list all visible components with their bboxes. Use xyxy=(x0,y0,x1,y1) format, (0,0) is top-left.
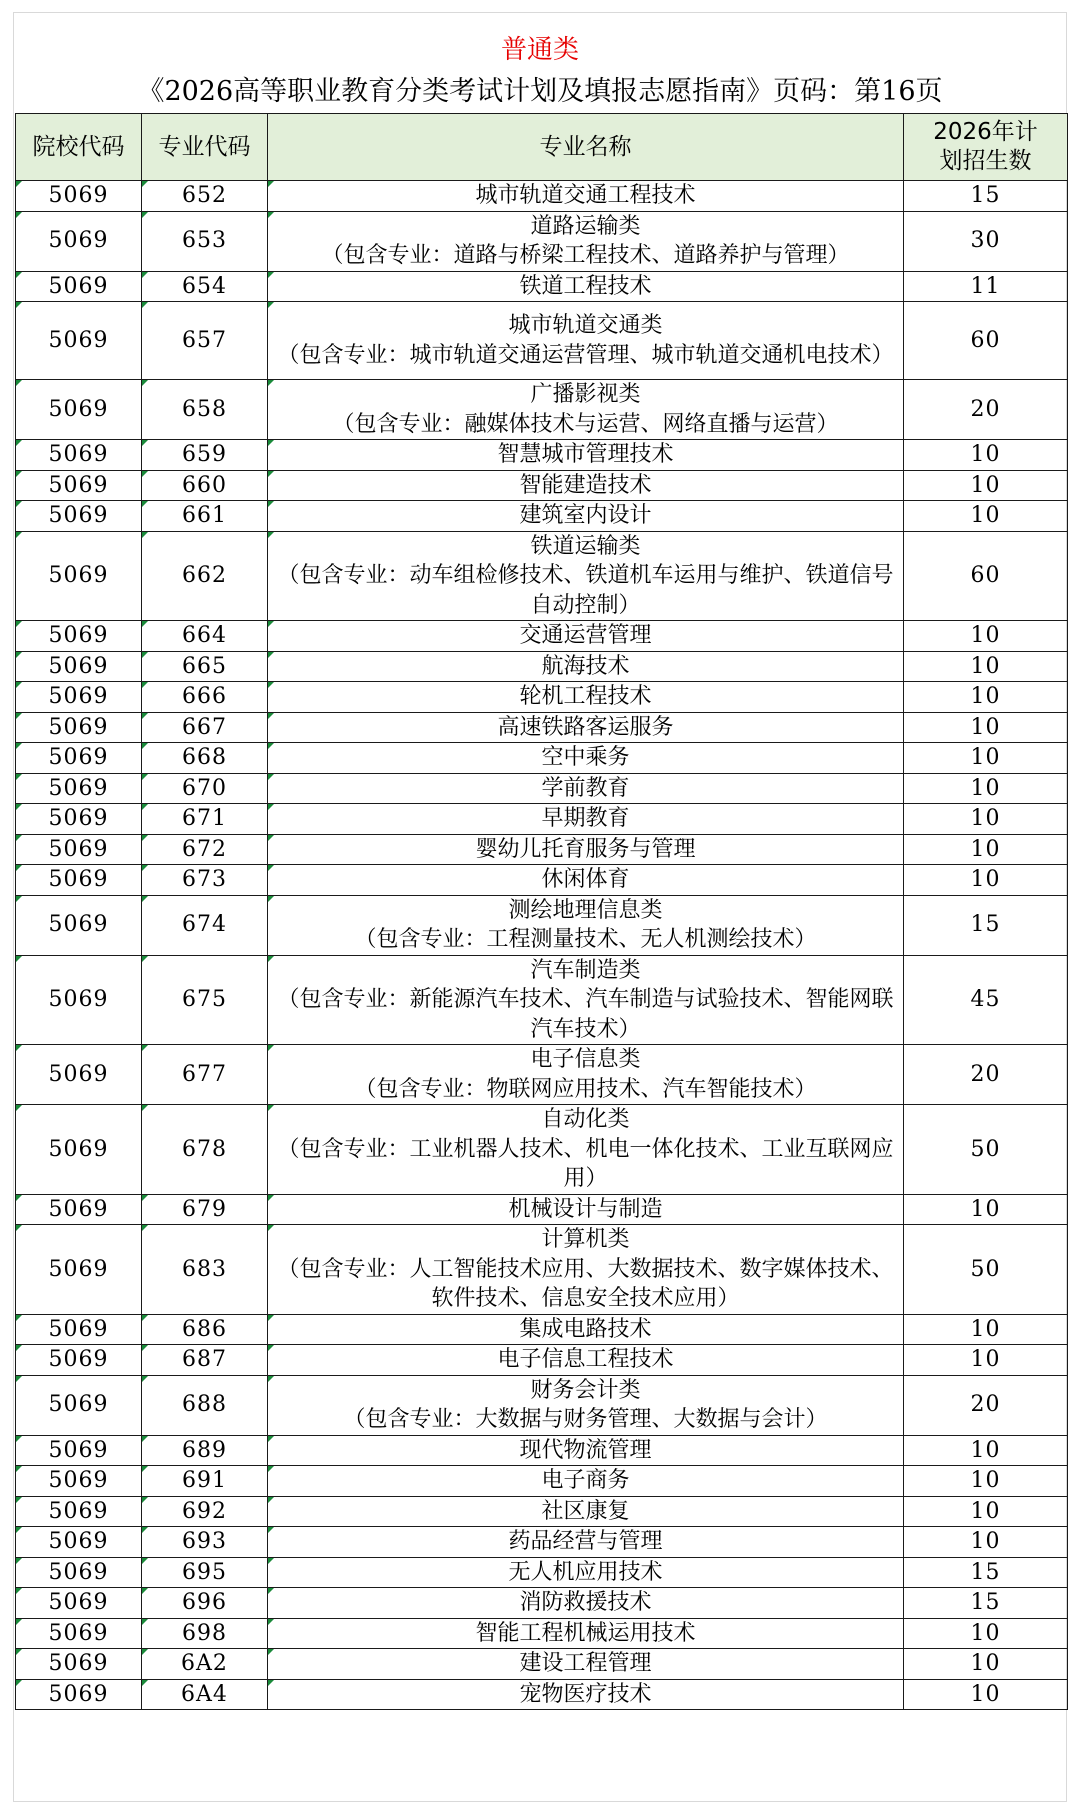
major-code-cell: 679 xyxy=(142,1194,268,1225)
plan-count-cell: 10 xyxy=(904,865,1068,896)
school-code-cell: 5069 xyxy=(16,1345,142,1376)
plan-count-cell: 45 xyxy=(904,955,1068,1045)
table-row xyxy=(16,682,1068,713)
major-name: 航海技术 xyxy=(541,653,630,679)
school-code-cell: 5069 xyxy=(16,1527,142,1558)
school-code-cell: 5069 xyxy=(16,501,142,532)
school-code-cell: 5069 xyxy=(16,181,142,212)
major-code-cell: 691 xyxy=(142,1466,268,1497)
major-name: 智慧城市管理技术 xyxy=(497,442,674,467)
major-code-cell: 693 xyxy=(142,1527,268,1558)
major-code-cell: 674 xyxy=(142,895,268,955)
school-code-cell: 5069 xyxy=(16,1649,142,1680)
major-name: 轮机工程技术 xyxy=(519,684,652,709)
column-header-school-code: 院校代码 xyxy=(16,114,142,181)
major-name-cell xyxy=(268,1345,904,1376)
plan-count-cell: 30 xyxy=(904,211,1068,271)
plan-count-cell: 10 xyxy=(904,1345,1068,1376)
table-row xyxy=(16,1435,1068,1466)
school-code-cell: 5069 xyxy=(16,302,142,380)
major-name: 宠物医疗技术 xyxy=(519,1681,652,1707)
major-code-cell: 658 xyxy=(142,380,268,440)
major-name-cell xyxy=(268,773,904,804)
major-name-cell xyxy=(268,271,904,302)
school-code-cell: 5069 xyxy=(16,1466,142,1497)
major-name-cell xyxy=(268,501,904,532)
major-name-cell xyxy=(268,955,904,1045)
plan-count-cell: 10 xyxy=(904,1527,1068,1558)
plan-count-cell: 10 xyxy=(904,501,1068,532)
plan-count-cell: 10 xyxy=(904,712,1068,743)
table-row xyxy=(16,1527,1068,1558)
table-row xyxy=(16,1588,1068,1619)
table-row xyxy=(16,804,1068,835)
enrollment-table xyxy=(15,113,1068,1710)
major-code-cell: 659 xyxy=(142,440,268,471)
table-row xyxy=(16,651,1068,682)
column-header-major-code: 专业代码 xyxy=(142,114,268,181)
major-name-cell xyxy=(268,712,904,743)
school-code-cell: 5069 xyxy=(16,743,142,774)
major-code-cell: 671 xyxy=(142,804,268,835)
included-majors: （包含专业：城市轨道交通运营管理、城市轨道交通机电技术） xyxy=(277,342,894,368)
major-code-cell: 667 xyxy=(142,712,268,743)
school-code-cell: 5069 xyxy=(16,440,142,471)
major-code-cell: 660 xyxy=(142,470,268,501)
plan-count-cell: 10 xyxy=(904,773,1068,804)
major-name: 休闲体育 xyxy=(541,867,630,892)
table-row xyxy=(16,1496,1068,1527)
plan-count-cell: 10 xyxy=(904,440,1068,471)
major-name: 药品经营与管理 xyxy=(508,1529,663,1554)
school-code-cell: 5069 xyxy=(16,1588,142,1619)
major-code-cell: 696 xyxy=(142,1588,268,1619)
school-code-cell: 5069 xyxy=(16,1496,142,1527)
included-majors: （包含专业：工程测量技术、无人机测绘技术） xyxy=(354,927,817,952)
major-name: 婴幼儿托育服务与管理 xyxy=(475,836,696,862)
table-row xyxy=(16,773,1068,804)
major-code-cell: 664 xyxy=(142,621,268,652)
plan-count-cell: 60 xyxy=(904,302,1068,380)
plan-count-cell: 10 xyxy=(904,621,1068,652)
table-row xyxy=(16,181,1068,212)
major-code-cell: 673 xyxy=(142,865,268,896)
table-row xyxy=(16,380,1068,440)
major-name: 计算机类 xyxy=(541,1227,630,1252)
major-name-cell xyxy=(268,834,904,865)
school-code-cell: 5069 xyxy=(16,1194,142,1225)
major-name-cell xyxy=(268,682,904,713)
school-code-cell: 5069 xyxy=(16,470,142,501)
table-row xyxy=(16,743,1068,774)
plan-count-cell: 50 xyxy=(904,1225,1068,1315)
major-name: 建设工程管理 xyxy=(519,1651,652,1676)
school-code-cell: 5069 xyxy=(16,211,142,271)
major-code-cell: 677 xyxy=(142,1045,268,1105)
major-code-cell: 698 xyxy=(142,1618,268,1649)
school-code-cell: 5069 xyxy=(16,834,142,865)
major-name-cell xyxy=(268,1557,904,1588)
major-name-cell xyxy=(268,1496,904,1527)
major-name-cell xyxy=(268,181,904,212)
major-name-cell xyxy=(268,1466,904,1497)
major-name: 建筑室内设计 xyxy=(519,503,652,528)
table-row xyxy=(16,1225,1068,1315)
school-code-cell: 5069 xyxy=(16,1045,142,1105)
plan-count-cell: 10 xyxy=(904,1649,1068,1680)
major-name-cell xyxy=(268,470,904,501)
school-code-cell: 5069 xyxy=(16,651,142,682)
major-name-cell xyxy=(268,1527,904,1558)
major-name: 道路运输类 xyxy=(530,213,641,239)
plan-count-cell: 15 xyxy=(904,181,1068,212)
major-code-cell: 657 xyxy=(142,302,268,380)
plan-count-cell: 10 xyxy=(904,804,1068,835)
column-header-plan-count xyxy=(904,114,1068,181)
major-name: 交通运营管理 xyxy=(519,623,652,648)
plan-count-cell: 10 xyxy=(904,1435,1068,1466)
major-name: 集成电路技术 xyxy=(519,1316,652,1342)
major-name: 电子信息工程技术 xyxy=(497,1347,674,1372)
table-row xyxy=(16,1045,1068,1105)
table-row xyxy=(16,440,1068,471)
major-name-cell xyxy=(268,1225,904,1315)
major-name: 早期教育 xyxy=(541,806,630,831)
included-majors: （包含专业：物联网应用技术、汽车智能技术） xyxy=(354,1076,817,1102)
plan-count-cell: 10 xyxy=(904,834,1068,865)
major-name-cell xyxy=(268,302,904,380)
major-name-cell xyxy=(268,865,904,896)
major-name-cell xyxy=(268,804,904,835)
table-row xyxy=(16,1345,1068,1376)
plan-count-cell: 10 xyxy=(904,1496,1068,1527)
included-majors: （包含专业：动车组检修技术、铁道机车运用与维护、铁道信号自动控制） xyxy=(277,563,894,618)
plan-count-cell: 20 xyxy=(904,1375,1068,1435)
major-name: 财务会计类 xyxy=(530,1377,641,1403)
table-row xyxy=(16,1649,1068,1680)
table-row xyxy=(16,501,1068,532)
school-code-cell: 5069 xyxy=(16,682,142,713)
major-code-cell: 653 xyxy=(142,211,268,271)
table-row xyxy=(16,211,1068,271)
school-code-cell: 5069 xyxy=(16,712,142,743)
school-code-cell: 5069 xyxy=(16,1557,142,1588)
major-code-cell: 666 xyxy=(142,682,268,713)
major-code-cell: 688 xyxy=(142,1375,268,1435)
table-row xyxy=(16,1194,1068,1225)
table-row xyxy=(16,271,1068,302)
table-body xyxy=(16,181,1068,1710)
major-code-cell: 678 xyxy=(142,1105,268,1195)
plan-count-cell: 10 xyxy=(904,470,1068,501)
page-header xyxy=(14,13,1066,109)
major-code-cell: 652 xyxy=(142,181,268,212)
major-name: 铁道工程技术 xyxy=(519,273,652,299)
school-code-cell: 5069 xyxy=(16,1679,142,1710)
school-code-cell: 5069 xyxy=(16,955,142,1045)
table-row xyxy=(16,1466,1068,1497)
major-name-cell xyxy=(268,1314,904,1345)
plan-count-cell: 10 xyxy=(904,1194,1068,1225)
major-name-cell xyxy=(268,743,904,774)
table-row xyxy=(16,621,1068,652)
plan-count-cell: 10 xyxy=(904,743,1068,774)
major-code-cell: 668 xyxy=(142,743,268,774)
plan-count-cell: 10 xyxy=(904,1679,1068,1710)
plan-count-header-text: 2026年计划招生数 xyxy=(933,119,1038,174)
plan-count-cell: 15 xyxy=(904,1557,1068,1588)
major-name-cell xyxy=(268,531,904,621)
plan-count-cell: 60 xyxy=(904,531,1068,621)
table-row xyxy=(16,834,1068,865)
plan-count-cell: 10 xyxy=(904,1466,1068,1497)
table-row xyxy=(16,1557,1068,1588)
major-name: 无人机应用技术 xyxy=(508,1559,663,1585)
school-code-cell: 5069 xyxy=(16,621,142,652)
major-code-cell: 662 xyxy=(142,531,268,621)
table-row xyxy=(16,1618,1068,1649)
major-code-cell: 695 xyxy=(142,1557,268,1588)
major-name: 汽车制造类 xyxy=(530,957,641,983)
plan-count-cell: 10 xyxy=(904,682,1068,713)
included-majors: （包含专业：大数据与财务管理、大数据与会计） xyxy=(343,1407,828,1432)
major-code-cell: 689 xyxy=(142,1435,268,1466)
school-code-cell: 5069 xyxy=(16,1225,142,1315)
included-majors: （包含专业：人工智能技术应用、大数据技术、数字媒体技术、软件技术、信息安全技术应用） xyxy=(277,1256,894,1311)
major-code-cell: 6A4 xyxy=(142,1679,268,1710)
major-name: 测绘地理信息类 xyxy=(508,897,663,923)
school-code-cell: 5069 xyxy=(16,804,142,835)
major-name-cell xyxy=(268,1194,904,1225)
table-row xyxy=(16,470,1068,501)
included-majors: （包含专业：新能源汽车技术、汽车制造与试验技术、智能网联汽车技术） xyxy=(277,987,894,1042)
school-code-cell: 5069 xyxy=(16,865,142,896)
major-name: 机械设计与制造 xyxy=(508,1196,663,1222)
major-code-cell: 672 xyxy=(142,834,268,865)
school-code-cell: 5069 xyxy=(16,271,142,302)
major-name: 空中乘务 xyxy=(541,745,630,770)
major-name-cell xyxy=(268,1105,904,1195)
major-name-cell xyxy=(268,895,904,955)
major-name: 自动化类 xyxy=(541,1107,630,1132)
table-row xyxy=(16,1679,1068,1710)
school-code-cell: 5069 xyxy=(16,773,142,804)
school-code-cell: 5069 xyxy=(16,1375,142,1435)
major-name-cell xyxy=(268,1679,904,1710)
major-name-cell xyxy=(268,440,904,471)
major-code-cell: 6A2 xyxy=(142,1649,268,1680)
column-header-major-name: 专业名称 xyxy=(268,114,904,181)
major-name: 电子商务 xyxy=(541,1468,630,1493)
included-majors: （包含专业：道路与桥梁工程技术、道路养护与管理） xyxy=(321,243,850,268)
major-code-cell: 654 xyxy=(142,271,268,302)
plan-count-cell: 10 xyxy=(904,1314,1068,1345)
major-name-cell xyxy=(268,1375,904,1435)
document-page xyxy=(13,12,1067,1802)
major-name-cell xyxy=(268,1618,904,1649)
major-name-cell xyxy=(268,1649,904,1680)
major-name: 城市轨道交通类 xyxy=(508,313,663,338)
plan-count-cell: 15 xyxy=(904,895,1068,955)
page-title: 《2026高等职业教育分类考试计划及填报志愿指南》页码：第16页 xyxy=(137,76,943,107)
plan-count-cell: 15 xyxy=(904,1588,1068,1619)
major-code-cell: 670 xyxy=(142,773,268,804)
major-name-cell xyxy=(268,1588,904,1619)
table-row xyxy=(16,1314,1068,1345)
major-code-cell: 687 xyxy=(142,1345,268,1376)
category-label: 普通类 xyxy=(500,35,579,65)
school-code-cell: 5069 xyxy=(16,380,142,440)
school-code-cell: 5069 xyxy=(16,1105,142,1195)
table-row xyxy=(16,712,1068,743)
school-code-cell: 5069 xyxy=(16,531,142,621)
major-name-cell xyxy=(268,380,904,440)
school-code-cell: 5069 xyxy=(16,1618,142,1649)
plan-count-cell: 10 xyxy=(904,1618,1068,1649)
major-name: 智能工程机械运用技术 xyxy=(475,1620,696,1646)
plan-count-cell: 20 xyxy=(904,1045,1068,1105)
major-name-cell xyxy=(268,211,904,271)
major-name-cell xyxy=(268,651,904,682)
major-code-cell: 661 xyxy=(142,501,268,532)
major-name-cell xyxy=(268,1435,904,1466)
plan-count-cell: 11 xyxy=(904,271,1068,302)
plan-count-cell: 50 xyxy=(904,1105,1068,1195)
table-header-row xyxy=(16,114,1068,181)
major-name: 消防救援技术 xyxy=(519,1590,652,1615)
table-row xyxy=(16,531,1068,621)
major-name: 学前教育 xyxy=(541,775,630,801)
plan-count-cell: 20 xyxy=(904,380,1068,440)
table-row xyxy=(16,895,1068,955)
plan-count-cell: 10 xyxy=(904,651,1068,682)
major-name-cell xyxy=(268,621,904,652)
major-name: 城市轨道交通工程技术 xyxy=(475,183,696,208)
included-majors: （包含专业：工业机器人技术、机电一体化技术、工业互联网应用） xyxy=(277,1136,894,1191)
major-name: 社区康复 xyxy=(541,1498,630,1524)
major-code-cell: 686 xyxy=(142,1314,268,1345)
major-code-cell: 692 xyxy=(142,1496,268,1527)
major-name: 智能建造技术 xyxy=(519,472,652,498)
major-name: 电子信息类 xyxy=(530,1047,641,1072)
school-code-cell: 5069 xyxy=(16,1314,142,1345)
school-code-cell: 5069 xyxy=(16,1435,142,1466)
major-code-cell: 665 xyxy=(142,651,268,682)
major-name: 现代物流管理 xyxy=(519,1437,652,1463)
major-name: 高速铁路客运服务 xyxy=(497,714,674,740)
major-name-cell xyxy=(268,1045,904,1105)
table-row xyxy=(16,865,1068,896)
major-code-cell: 675 xyxy=(142,955,268,1045)
major-name: 铁道运输类 xyxy=(530,533,641,559)
school-code-cell: 5069 xyxy=(16,895,142,955)
included-majors: （包含专业：融媒体技术与运营、网络直播与运营） xyxy=(332,411,839,437)
table-row xyxy=(16,302,1068,380)
major-code-cell: 683 xyxy=(142,1225,268,1315)
table-row xyxy=(16,955,1068,1045)
table-row xyxy=(16,1105,1068,1195)
table-row xyxy=(16,1375,1068,1435)
major-name: 广播影视类 xyxy=(530,382,641,407)
